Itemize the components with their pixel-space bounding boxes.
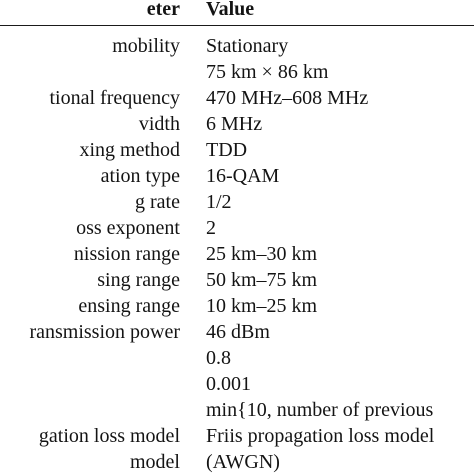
- row-parameter: oss exponent: [76, 217, 180, 239]
- row-value: (AWGN): [206, 451, 280, 473]
- row-parameter: ensing range: [78, 295, 180, 317]
- header-rule: [0, 25, 474, 26]
- row-parameter: gation loss model: [38, 425, 180, 447]
- row-value: 6 MHz: [206, 113, 263, 135]
- row-parameter: mobility: [112, 35, 180, 57]
- row-value: 46 dBm: [206, 321, 270, 343]
- row-parameter: g rate: [135, 191, 180, 213]
- row-value: 2: [206, 217, 216, 239]
- row-value: 1/2: [206, 191, 232, 213]
- row-value: 75 km × 86 km: [206, 61, 329, 83]
- row-parameter: nission range: [73, 243, 180, 265]
- row-parameter: xing method: [79, 139, 180, 161]
- header-value: Value: [206, 0, 255, 20]
- row-value: TDD: [206, 139, 248, 161]
- row-value: 25 km–30 km: [206, 243, 318, 265]
- row-value: Stationary: [206, 35, 289, 57]
- row-value: 0.8: [206, 347, 231, 369]
- row-parameter: tional frequency: [49, 87, 180, 109]
- row-parameter: vidth: [138, 113, 180, 135]
- row-value: 16-QAM: [206, 165, 280, 187]
- header-parameter: eter: [146, 0, 180, 20]
- row-parameter: model: [130, 451, 180, 473]
- row-value: 10 km–25 km: [206, 295, 318, 317]
- row-parameter: ransmission power: [29, 321, 180, 343]
- row-parameter: ation type: [100, 165, 180, 187]
- row-value: 50 km–75 km: [206, 269, 318, 291]
- row-value: Friis propagation loss model: [206, 425, 435, 447]
- row-value: 0.001: [206, 373, 251, 395]
- row-value: 470 MHz–608 MHz: [206, 87, 369, 109]
- row-value: min{10, number of previous: [206, 399, 434, 421]
- row-parameter: sing range: [97, 269, 180, 291]
